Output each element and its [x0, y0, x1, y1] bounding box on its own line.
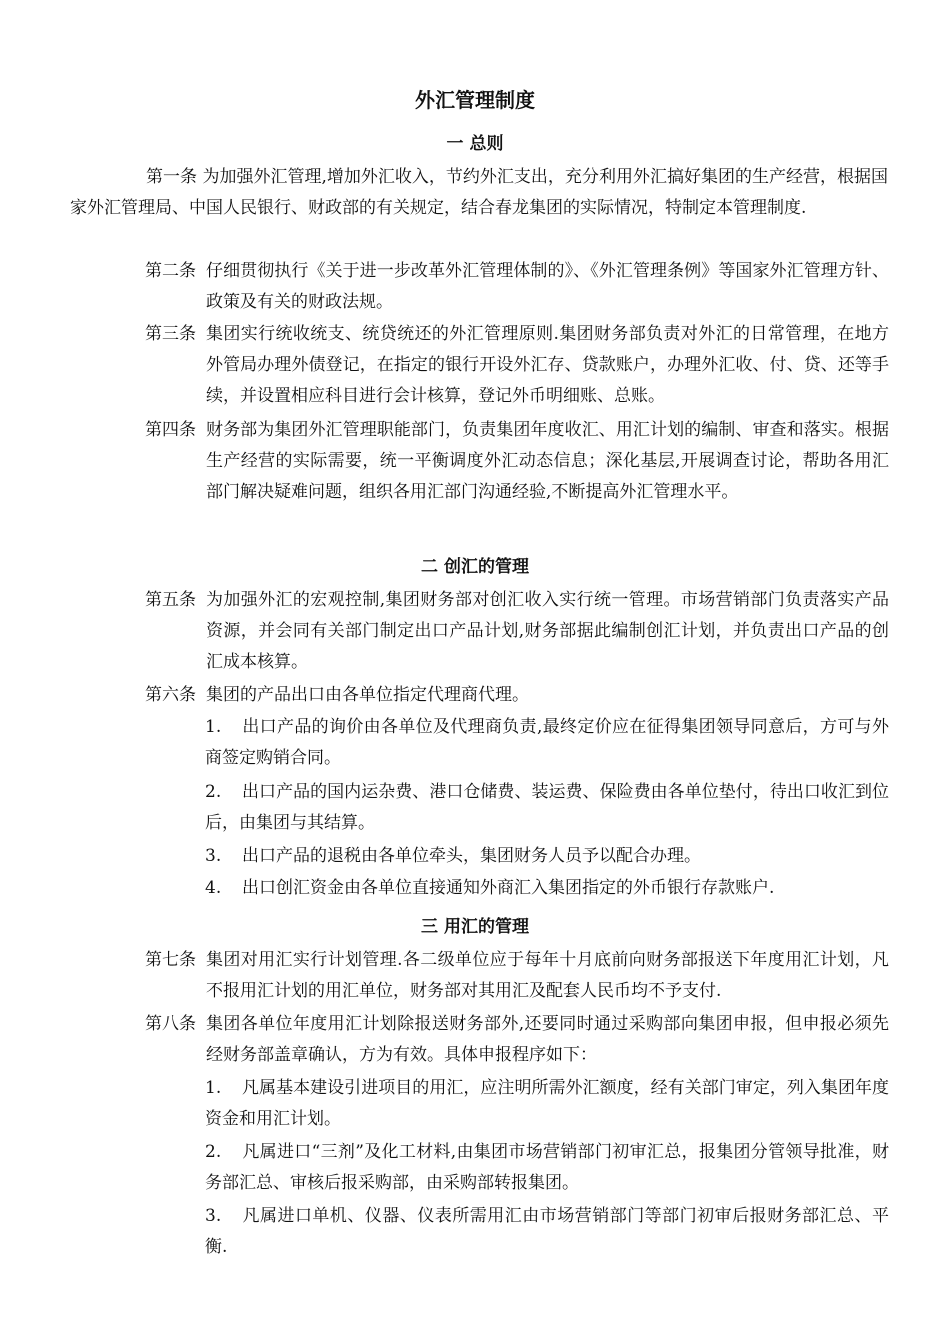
list-item-text: 凡属基本建设引进项目的用汇，应注明所需外汇额度，经有关部门审定，列入集团年度资金和用汇计划。: [205, 1078, 889, 1129]
list-item-number: 3.: [205, 1206, 222, 1226]
article-label: 第三条: [145, 324, 196, 344]
article-label: 第四条: [145, 420, 196, 440]
article-label: 第二条: [145, 261, 196, 281]
list-item-text: 凡属进口单机、仪器、仪表所需用汇由市场营销部门等部门初审后报财务部汇总、平衡.: [205, 1206, 889, 1257]
article-label: 第七条: [145, 950, 196, 970]
list-item: [205, 712, 889, 774]
article-1: [70, 162, 888, 224]
list-item-number: 3.: [205, 846, 222, 866]
list-item-number: 1.: [205, 717, 222, 737]
list-item: [205, 1137, 889, 1199]
article-text: 集团对用汇实行计划管理.各二级单位应于每年十月底前向财务部报送下年度用汇计划，凡不报用汇计划的用汇单位，财务部对其用汇及配套人民币均不予支付.: [206, 950, 889, 1001]
article-text: 为加强外汇的宏观控制,集团财务部对创汇收入实行统一管理。市场营销部门负责落实产品资源，并会同有关部门制定出口产品计划,财务部据此编制创汇计划，并负责出口产品的创汇成本核算。: [206, 590, 889, 672]
article-label: 第八条: [145, 1014, 196, 1034]
article-text: 集团各单位年度用汇计划除报送财务部外,还要同时通过采购部向集团申报，但申报必须先经财务部盖章确认，方为有效。具体申报程序如下：: [206, 1014, 889, 1065]
section-heading-usage: 三 用汇的管理: [421, 917, 529, 937]
list-item: [205, 777, 889, 839]
list-item-number: 2.: [205, 1142, 222, 1162]
article-label: 第六条: [145, 685, 196, 705]
article-6: [145, 680, 889, 711]
list-item-number: 1.: [205, 1078, 222, 1098]
article-5: [145, 585, 889, 678]
list-item: [205, 1201, 889, 1263]
article-label: 第五条: [145, 590, 196, 610]
list-item: [205, 1073, 889, 1135]
article-7: [145, 945, 889, 1007]
article-3: [145, 319, 889, 412]
section-heading-earning: 二 创汇的管理: [421, 557, 529, 577]
article-text: 财务部为集团外汇管理职能部门，负责集团年度收汇、用汇计划的编制、审查和落实。根据生产经营的实际需要，统一平衡调度外汇动态信息；深化基层,开展调查讨论，帮助各用汇部门解决疑难问题，组织各用汇部门沟通经验,不断提高外汇管理水平。: [206, 420, 889, 502]
list-item-text: 凡属进口“三剂”及化工材料,由集团市场营销部门初审汇总，报集团分管领导批准，财务部汇总、审核后报采购部，由采购部转报集团。: [205, 1142, 889, 1193]
article-text: 集团的产品出口由各单位指定代理商代理。: [206, 685, 529, 705]
document-title: 外汇管理制度: [415, 88, 535, 112]
article-text: 仔细贯彻执行《关于进一步改革外汇管理体制的》、《外汇管理条例》等国家外汇管理方针、政策及有关的财政法规。: [206, 261, 889, 312]
list-item-text: 出口产品的退税由各单位牵头，集团财务人员予以配合办理。: [242, 846, 701, 866]
section-heading-general: 一 总则: [446, 134, 504, 154]
list-item-number: 2.: [205, 782, 222, 802]
article-text: 为加强外汇管理,增加外汇收入，节约外汇支出，充分利用外汇搞好集团的生产经营，根据国家外汇管理局、中国人民银行、财政部的有关规定，结合春龙集团的实际情况，特制定本管理制度.: [70, 167, 889, 218]
list-item-number: 4.: [205, 878, 222, 898]
article-2: [145, 256, 889, 318]
article-label: 第一条: [146, 167, 198, 187]
article-8: [145, 1009, 889, 1071]
article-4: [145, 415, 889, 508]
list-item-text: 出口产品的询价由各单位及代理商负责,最终定价应在征得集团领导同意后，方可与外商签定购销合同。: [205, 717, 889, 768]
list-item: [205, 873, 889, 904]
article-text: 集团实行统收统支、统贷统还的外汇管理原则.集团财务部负责对外汇的日常管理，在地方外管局办理外债登记，在指定的银行开设外汇存、贷款账户，办理外汇收、付、贷、还等手续，并设置相应科目进行会计核算，登记外币明细账、总账。: [206, 324, 889, 406]
list-item-text: 出口创汇资金由各单位直接通知外商汇入集团指定的外币银行存款账户.: [242, 878, 775, 898]
list-item: [205, 841, 889, 872]
list-item-text: 出口产品的国内运杂费、港口仓储费、装运费、保险费由各单位垫付，待出口收汇到位后，由集团与其结算。: [205, 782, 889, 833]
